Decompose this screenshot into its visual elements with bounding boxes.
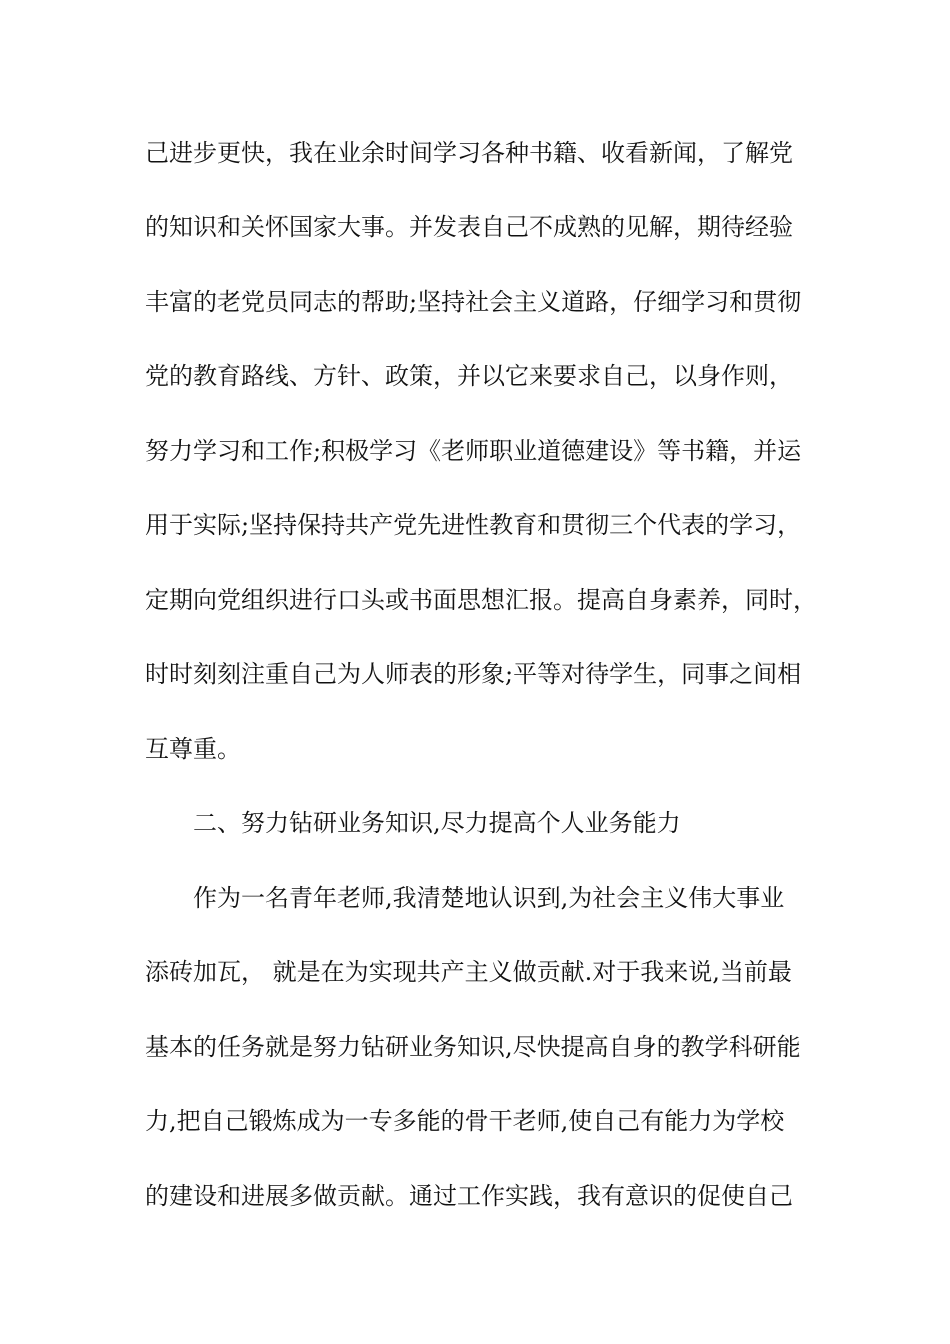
paragraph-2-line-2: 添砖加瓦， 就是在为实现共产主义做贡献.对于我来说,当前最 (145, 958, 792, 986)
paragraph-1-line-9: 互尊重。 (145, 735, 241, 763)
section-heading: 二、努力钻研业务知识,尽力提高个人业务能力 (193, 809, 681, 837)
paragraph-1-line-4: 党的教育路线、方针、政策，并以它来要求自己，以身作则， (145, 362, 793, 390)
paragraph-2-line-1: 作为一名青年老师,我清楚地认识到,为社会主义伟大事业 (193, 884, 785, 912)
paragraph-1-line-5: 努力学习和工作;积极学习《老师职业道德建设》等书籍，并运 (145, 437, 802, 465)
paragraph-1-line-8: 时时刻刻注重自己为人师表的形象;平等对待学生，同事之间相 (145, 660, 802, 688)
paragraph-2-line-5: 的建设和进展多做贡献。通过工作实践，我有意识的促使自己 (145, 1182, 793, 1210)
paragraph-1-line-7: 定期向党组织进行口头或书面思想汇报。提高自身素养，同时， (145, 586, 817, 614)
paragraph-2-line-4: 力,把自己锻炼成为一专多能的骨干老师,使自己有能力为学校 (145, 1107, 785, 1135)
paragraph-1-line-6: 用于实际;坚持保持共产党先进性教育和贯彻三个代表的学习， (145, 511, 802, 539)
paragraph-2-line-3: 基本的任务就是努力钻研业务知识,尽快提高自身的教学科研能 (145, 1033, 801, 1061)
paragraph-1-line-3: 丰富的老党员同志的帮助;坚持社会主义道路，仔细学习和贯彻 (145, 288, 802, 316)
paragraph-1-line-2: 的知识和关怀国家大事。并发表自己不成熟的见解，期待经验 (145, 213, 793, 241)
paragraph-1-line-1: 己进步更快，我在业余时间学习各种书籍、收看新闻，了解党 (145, 139, 793, 167)
